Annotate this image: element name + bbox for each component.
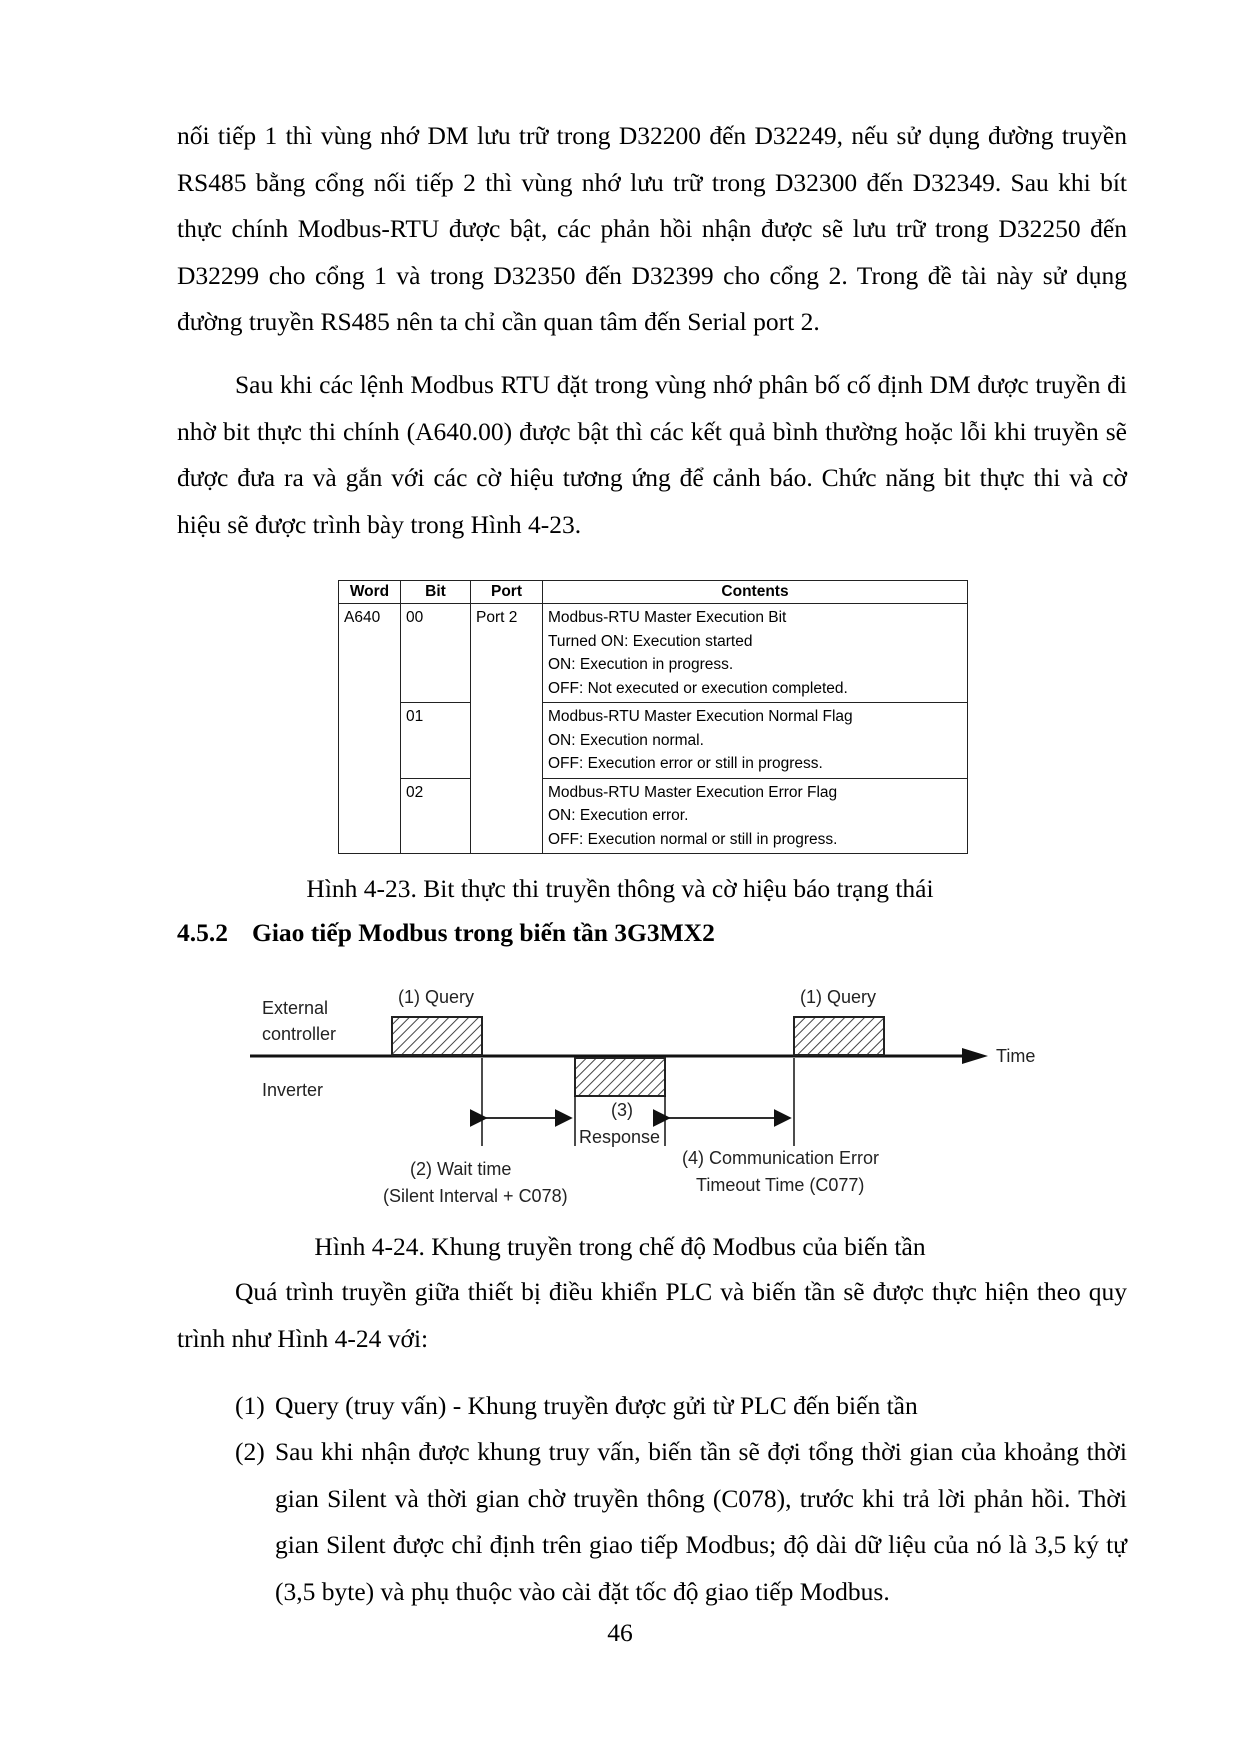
bit-cell: 00 xyxy=(401,604,471,703)
section-number: 4.5.2 xyxy=(177,918,228,947)
response-block xyxy=(575,1058,665,1096)
table-row xyxy=(339,703,968,779)
paragraph-process: Quá trình truyền giữa thiết bị điều khiển PLC và biến tần sẽ được thực hiện theo quy trình như Hình 4-24 với: xyxy=(177,1277,1127,1353)
contents-cell xyxy=(543,703,968,779)
table-row xyxy=(339,604,968,703)
modbus-timing-diagram xyxy=(250,978,1036,1213)
external-controller-label-line2: controller xyxy=(262,1024,337,1044)
comm-error-label: (4) Communication Error xyxy=(682,1148,880,1168)
figure-caption-4-24: Hình 4-24. Khung truyền trong chế độ Modbus của biến tần xyxy=(314,1232,926,1261)
contents-line: Modbus-RTU Master Execution Error Flag xyxy=(548,783,838,801)
contents-line: Turned ON: Execution started xyxy=(548,632,753,650)
response-label: Response xyxy=(579,1127,661,1147)
bit-cell: 01 xyxy=(401,703,471,779)
header-port: Port xyxy=(471,581,543,604)
external-controller-label-line1: External xyxy=(262,998,329,1018)
wait-time-detail: (Silent Interval + C078) xyxy=(383,1186,568,1206)
response-number: (3) xyxy=(611,1100,633,1120)
query-block-second xyxy=(794,1017,884,1055)
section-heading xyxy=(177,918,715,948)
header-word: Word xyxy=(339,581,401,604)
inverter-label: Inverter xyxy=(262,1080,324,1100)
contents-line: Modbus-RTU Master Execution Normal Flag xyxy=(548,708,853,725)
contents-line: Modbus-RTU Master Execution Bit xyxy=(548,609,787,626)
contents-line: OFF: Execution normal or still in progress. xyxy=(548,830,838,848)
port-cell: Port 2 xyxy=(471,604,543,854)
list-text: Query (truy vấn) - Khung truyền được gửi từ PLC đến biến tần xyxy=(275,1391,918,1420)
query-label-first: (1) Query xyxy=(398,987,475,1007)
list-text: Sau khi nhận được khung truy vấn, biến tần sẽ đợi tổng thời gian của khoảng thời gian Silent và thời gian chờ truyền thông (C078), trước khi trả lời phản hồi. Thời gian Silent được chỉ định trên giao tiếp Modbus; độ dài dữ liệu của nó là 3,5 ký tự (3,5 byte) và phụ thuộc vào cài đặt tốc độ giao tiếp Modbus. xyxy=(275,1437,1127,1606)
list-item xyxy=(235,1383,1127,1430)
contents-line: ON: Execution in progress. xyxy=(548,656,734,673)
paragraph-execution: Sau khi các lệnh Modbus RTU đặt trong vùng nhớ phân bố cố định DM được truyền đi nhờ bit thực thi chính (A640.00) được bật thì các kết quả bình thường hoặc lỗi khi truyền sẽ được đưa ra và gắn với các cờ hiệu tương ứng để cảnh báo. Chức năng bit thực thi và cờ hiệu sẽ được trình bày trong Hình 4-23. xyxy=(177,370,1127,539)
wait-time-label: (2) Wait time xyxy=(410,1159,512,1179)
contents-line: OFF: Not executed or execution completed. xyxy=(548,679,848,697)
time-arrow-icon xyxy=(962,1048,988,1064)
header-contents: Contents xyxy=(543,581,968,604)
time-label: Time xyxy=(996,1046,1036,1066)
word-cell: A640 xyxy=(339,604,401,854)
status-flag-table xyxy=(338,580,968,854)
table-row xyxy=(339,778,968,854)
query-label-second: (1) Query xyxy=(800,987,877,1007)
table-header-row xyxy=(339,581,968,604)
figure-caption-4-23: Hình 4-23. Bit thực thi truyền thông và cờ hiệu báo trạng thái xyxy=(306,874,934,903)
contents-cell xyxy=(543,604,968,703)
bit-cell: 02 xyxy=(401,778,471,854)
comm-error-detail: Timeout Time (C077) xyxy=(696,1175,865,1195)
contents-line: ON: Execution error. xyxy=(548,807,689,824)
section-title: Giao tiếp Modbus trong biến tần 3G3MX2 xyxy=(252,918,715,947)
list-item xyxy=(235,1429,1127,1615)
page-number: 46 xyxy=(607,1618,633,1647)
contents-cell xyxy=(543,778,968,854)
paragraph-storage: nối tiếp 1 thì vùng nhớ DM lưu trữ trong D32200 đến D32249, nếu sử dụng đường truyền RS485 bằng cổng nối tiếp 2 thì vùng nhớ lưu trữ trong D32300 đến D32349. Sau khi bít thực chính Modbus-RTU được bật, các phản hồi nhận được sẽ lưu trữ trong D32250 đến D32299 cho cổng 1 và trong D32350 đến D32399 cho cổng 2. Trong đề tài này sử dụng đường truyền RS485 nên ta chỉ cần quan tâm đến Serial port 2. xyxy=(177,121,1127,336)
header-bit: Bit xyxy=(401,581,471,604)
contents-line: OFF: Execution error or still in progress. xyxy=(548,755,823,772)
query-block-first xyxy=(392,1017,482,1055)
list-marker: (2) xyxy=(235,1437,265,1466)
list-marker: (1) xyxy=(235,1391,265,1420)
contents-line: ON: Execution normal. xyxy=(548,731,704,749)
